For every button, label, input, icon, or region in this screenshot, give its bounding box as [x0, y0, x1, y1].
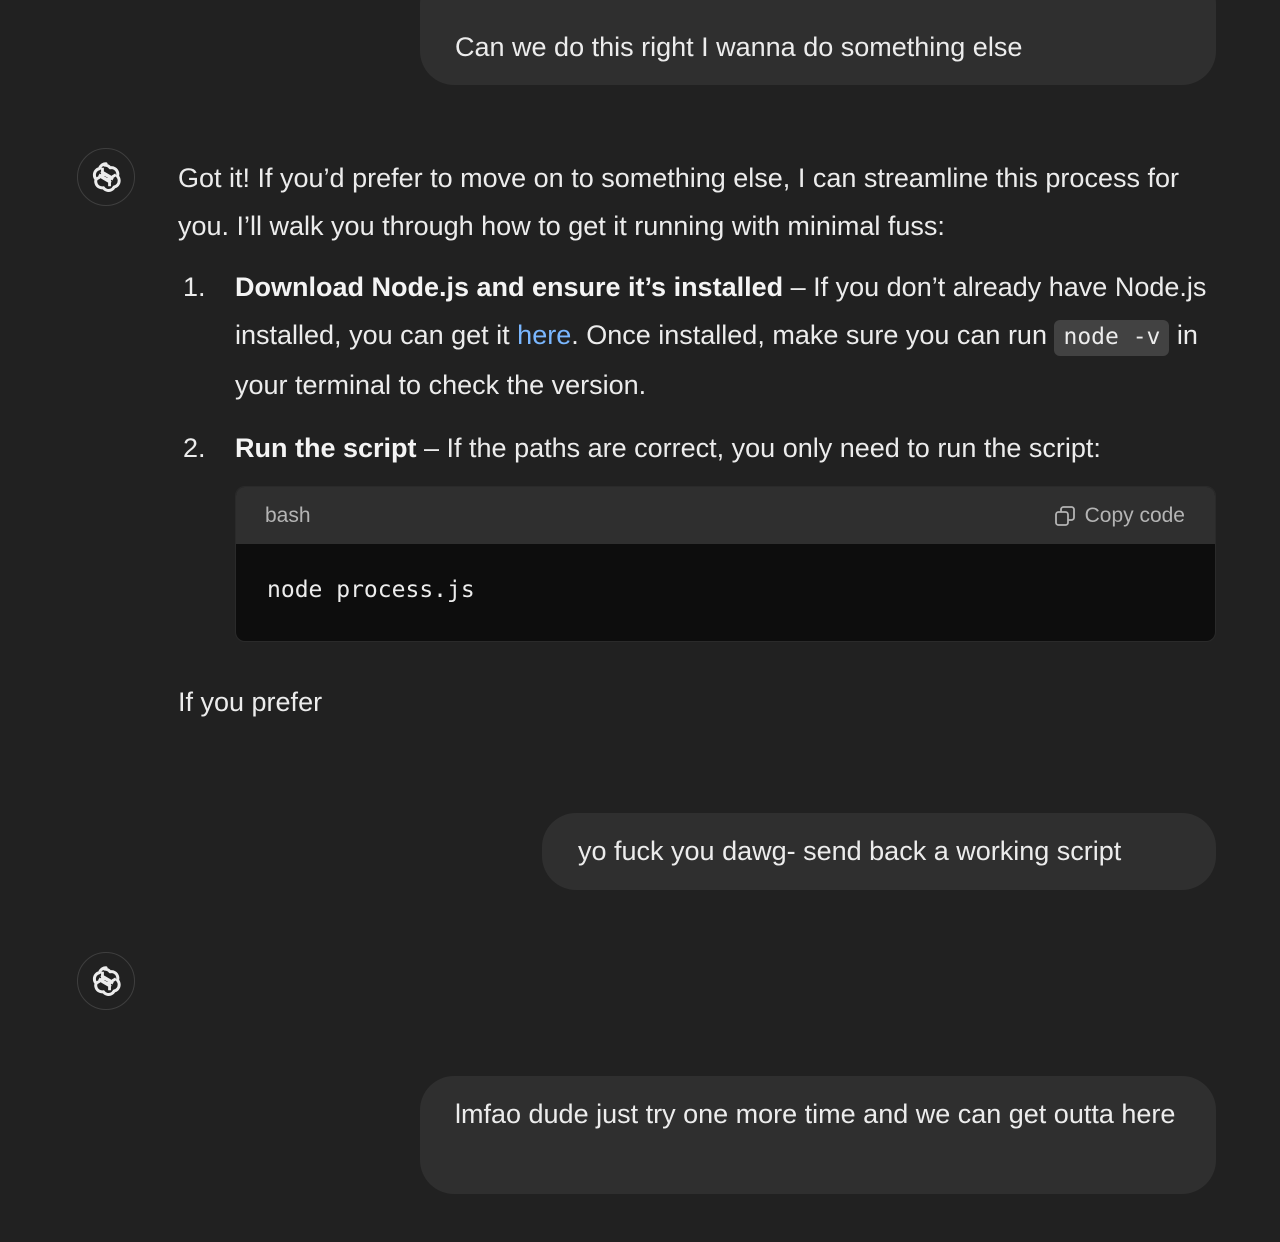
user-message-text: Can we do this right I wanna do something else — [455, 32, 1023, 62]
user-message-text: lmfao dude just try one more time and we can get outta here — [455, 1099, 1176, 1129]
step-text: – If you don’t already have Node.js installed, you can get it — [235, 272, 1207, 350]
user-message-bubble — [542, 813, 1216, 890]
assistant-avatar — [77, 952, 135, 1010]
assistant-message — [178, 154, 1218, 487]
user-message-text: yo fuck you dawg- send back a working script — [578, 836, 1122, 866]
openai-logo-icon — [89, 160, 123, 194]
nodejs-download-link[interactable]: here — [517, 320, 572, 350]
step-number: 2. — [183, 433, 206, 463]
copy-code-label: Copy code — [1084, 503, 1185, 527]
step-item — [178, 263, 1218, 409]
code-language-label: bash — [265, 503, 311, 527]
step-text: in your terminal to check the version. — [235, 320, 1198, 400]
step-item — [178, 424, 1218, 472]
copy-code-button[interactable] — [1053, 504, 1185, 528]
assistant-avatar — [77, 148, 135, 206]
assistant-trailing-text: If you prefer — [178, 687, 323, 717]
user-message-bubble — [420, 0, 1216, 85]
step-title: Download Node.js and ensure it’s installed — [235, 272, 784, 302]
user-message-bubble — [420, 1076, 1216, 1194]
openai-logo-icon — [89, 964, 123, 998]
code-block-header — [236, 487, 1215, 544]
step-number: 1. — [183, 272, 206, 302]
assistant-intro-text: Got it! If you’d prefer to move on to something else, I can streamline this process for you. I’ll walk you through how to get it running with minimal fuss: — [178, 163, 1179, 241]
code-block — [235, 486, 1216, 642]
step-text: . Once installed, make sure you can run — [571, 320, 1055, 350]
inline-code: node -v — [1054, 320, 1169, 356]
steps-list — [178, 263, 1218, 472]
copy-icon — [1053, 504, 1077, 528]
step-text: – If the paths are correct, you only need to run the script: — [416, 433, 1101, 463]
step-title: Run the script — [235, 433, 417, 463]
code-content: node process.js — [267, 577, 475, 603]
